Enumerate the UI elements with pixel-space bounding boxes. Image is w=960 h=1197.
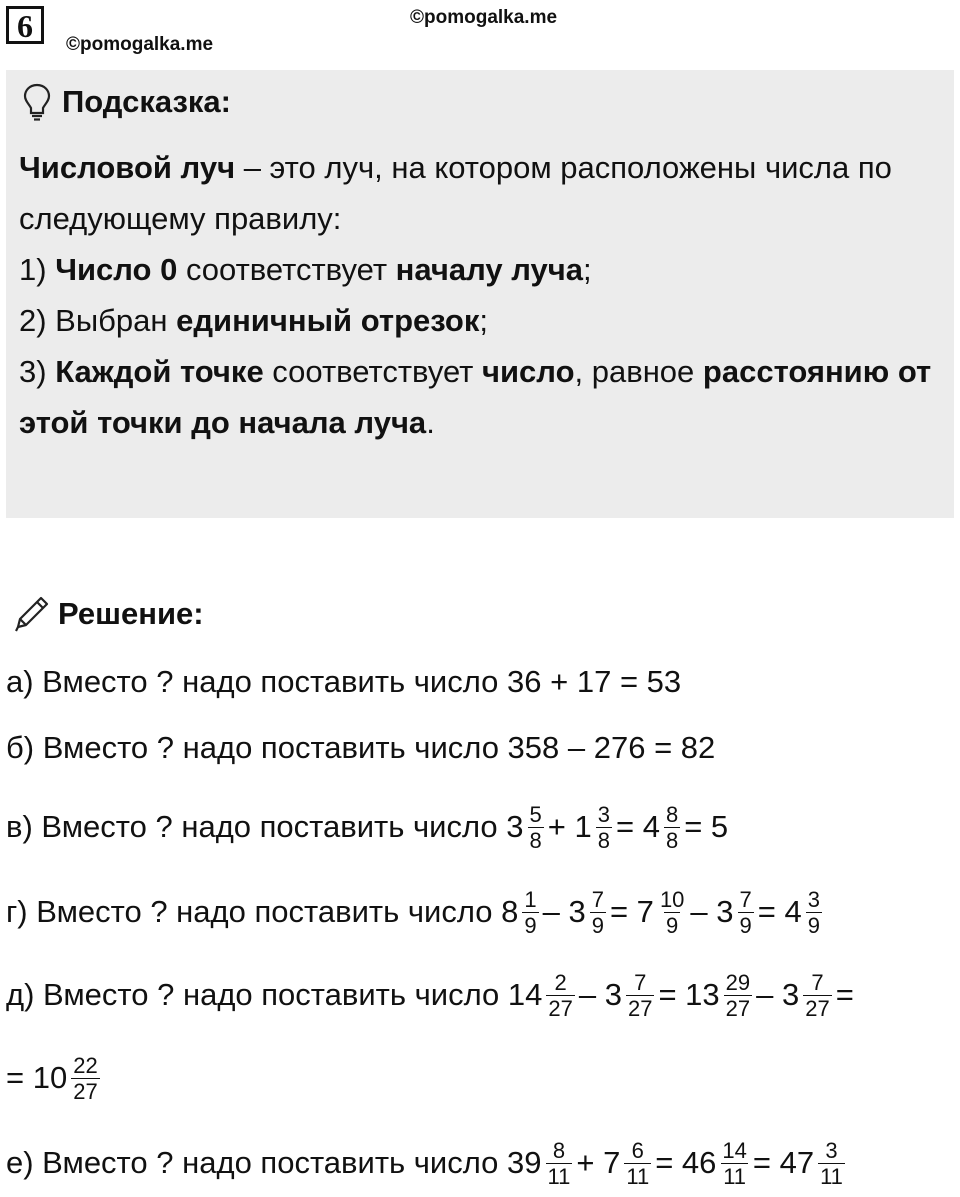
line-g-op: = 4: [757, 894, 802, 929]
frac-den: 8: [665, 827, 679, 853]
frac-num: 7: [634, 969, 647, 995]
frac-num: 2: [554, 969, 567, 995]
lightbulb-icon: [22, 83, 52, 121]
hint-body: [19, 142, 944, 448]
fraction: [658, 887, 686, 938]
frac-den: 27: [73, 1078, 98, 1104]
line-v-op: + 1: [547, 809, 592, 844]
hint-title: Подсказка:: [62, 84, 231, 119]
fraction: [818, 1138, 845, 1189]
solution-header: [10, 592, 204, 636]
frac-num: 7: [811, 969, 824, 995]
rule-1-end: ;: [583, 252, 592, 287]
frac-den: 27: [627, 995, 653, 1021]
frac-den: 27: [805, 995, 830, 1021]
fraction: [664, 802, 680, 853]
pencil-icon: [10, 593, 52, 635]
hint-header: [22, 80, 231, 124]
fraction: [720, 1138, 748, 1189]
rule-3-bold-1: Каждой точке: [55, 354, 264, 389]
frac-num: 5: [529, 801, 542, 827]
hint-rule-2: [19, 295, 944, 346]
line-e-op: = 46: [655, 1145, 717, 1180]
rule-3-num: 3): [19, 354, 56, 389]
solution-line-d: [6, 963, 854, 1027]
solution-title: Решение:: [58, 596, 204, 631]
frac-num: 1: [524, 886, 537, 912]
frac-den: 27: [725, 995, 751, 1021]
frac-den: 8: [529, 827, 542, 853]
rule-1-bold-1: Число 0: [55, 252, 178, 287]
fraction: [724, 970, 752, 1021]
line-e-op: + 7: [576, 1145, 621, 1180]
fraction: [803, 970, 831, 1021]
fraction: [528, 802, 544, 853]
frac-num: 29: [725, 969, 751, 995]
frac-num: 3: [597, 801, 610, 827]
line-v-op: = 5: [684, 809, 729, 844]
frac-num: 8: [665, 801, 679, 827]
line-d-op: – 3: [756, 977, 800, 1012]
line-e-op: = 47: [752, 1145, 815, 1180]
frac-den: 11: [723, 1163, 747, 1189]
hint-definition: [19, 142, 944, 244]
frac-num: 14: [722, 1137, 747, 1163]
line-d-op: – 3: [578, 977, 622, 1012]
frac-num: 7: [739, 886, 752, 912]
fraction: [546, 1138, 573, 1189]
fraction: [522, 887, 538, 938]
fraction: [738, 887, 754, 938]
line-g-op: = 7: [609, 894, 654, 929]
frac-den: 9: [591, 912, 604, 938]
page-number: 6: [6, 6, 44, 44]
line-e-prefix: е) Вместо ? надо поставить число 39: [6, 1145, 542, 1180]
watermark-top: ©pomogalka.me: [410, 7, 558, 28]
frac-den: 9: [739, 912, 752, 938]
hint-rule-3: [19, 346, 944, 448]
term-number-ray: Числовой луч: [19, 150, 236, 185]
frac-den: 11: [626, 1163, 650, 1189]
line-v-op: = 4: [615, 809, 660, 844]
rule-3-bold-3: расстоянию от этой точки до начала луча: [19, 354, 932, 440]
solution-line-v: [6, 795, 728, 859]
frac-num: 3: [825, 1137, 838, 1163]
frac-den: 8: [597, 827, 610, 853]
line-d-op: =: [835, 977, 854, 1012]
line-v-prefix: в) Вместо ? надо поставить число 3: [6, 809, 524, 844]
fraction: [590, 887, 606, 938]
rule-3-text-2: , равное: [574, 354, 703, 389]
frac-num: 10: [659, 886, 685, 912]
line-d-prefix: д) Вместо ? надо поставить число 14: [6, 977, 543, 1012]
fraction: [806, 887, 822, 938]
frac-num: 8: [552, 1137, 566, 1163]
rule-1-bold-2: началу луча: [395, 252, 583, 287]
frac-num: 7: [591, 886, 604, 912]
rule-3-text-1: соответствует: [263, 354, 482, 389]
solution-line-b: б) Вместо ? надо поставить число 358 – 276 = 82: [6, 730, 716, 765]
frac-num: 6: [631, 1137, 644, 1163]
fraction: [626, 970, 654, 1021]
frac-num: 3: [807, 886, 820, 912]
hint-box: [6, 70, 954, 518]
rule-1-text: соответствует: [177, 252, 396, 287]
watermark-left: ©pomogalka.me: [66, 34, 214, 55]
solution-line-a: а) Вместо ? надо поставить число 36 + 17 = 53: [6, 664, 682, 699]
frac-den: 9: [524, 912, 537, 938]
frac-den: 11: [820, 1163, 843, 1189]
solution-line-e: [6, 1131, 849, 1195]
rule-2-bold: единичный отрезок: [176, 303, 480, 338]
hint-rule-1: [19, 244, 944, 295]
rule-2-text: 2) Выбран: [19, 303, 177, 338]
fraction: [624, 1138, 651, 1189]
frac-num: 22: [73, 1052, 98, 1078]
fraction: [546, 970, 574, 1021]
line-g-op: – 3: [542, 894, 586, 929]
solution-line-g: [6, 880, 826, 944]
line-d-op: = 13: [658, 977, 720, 1012]
solution-line-d-cont: [6, 1046, 104, 1110]
rule-3-bold-2: число: [482, 354, 575, 389]
line-g-prefix: г) Вместо ? надо поставить число 8: [6, 894, 519, 929]
line-d-cont-prefix: = 10: [6, 1060, 68, 1095]
rule-2-end: ;: [479, 303, 488, 338]
definition-text: – это луч, на котором расположены числа по следующему правилу:: [19, 150, 892, 236]
frac-den: 9: [807, 912, 820, 938]
rule-1-num: 1): [19, 252, 56, 287]
fraction: [71, 1053, 99, 1104]
frac-den: 9: [666, 912, 679, 938]
frac-den: 11: [547, 1163, 571, 1189]
line-g-op: – 3: [690, 894, 734, 929]
fraction: [596, 802, 612, 853]
frac-den: 27: [548, 995, 573, 1021]
rule-3-end: .: [426, 405, 435, 440]
